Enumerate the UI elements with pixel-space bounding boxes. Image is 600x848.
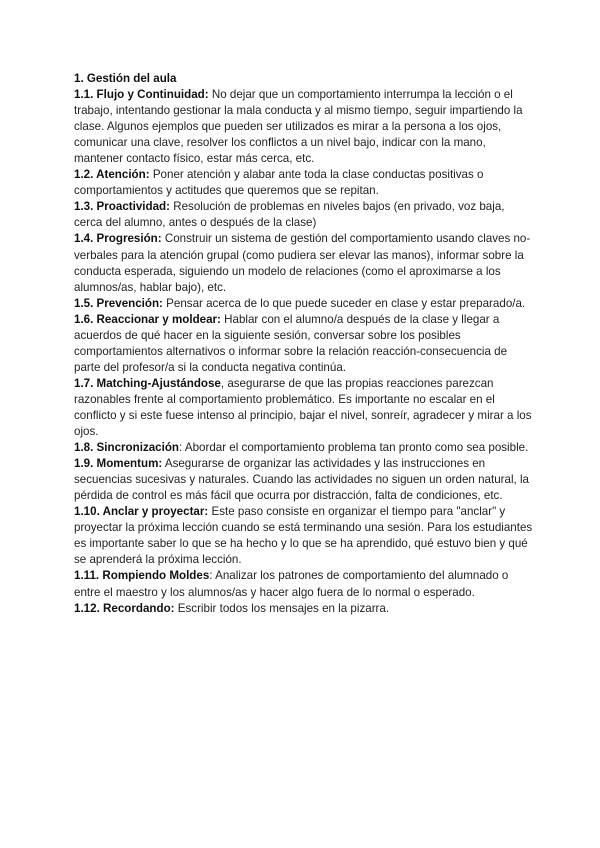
item-label: 1.4. Progresión:	[74, 232, 162, 246]
item-prevencion	[74, 296, 534, 312]
item-label: 1.9. Momentum:	[74, 457, 163, 471]
item-label: 1.7. Matching-Ajustándose	[74, 376, 221, 390]
item-label: 1.3. Proactividad:	[74, 200, 171, 214]
item-text: : Analizar los patrones de comportamiento del alumnado o entre el maestro y los alumnos/as y hacer algo fuera de lo normal o esperado.	[74, 569, 509, 599]
item-text: Escribir todos los mensajes en la pizarra.	[174, 601, 390, 615]
item-atencion	[74, 167, 534, 199]
item-sincronizacion	[74, 440, 534, 456]
item-matching-ajustandose	[74, 376, 534, 440]
item-label: 1.1. Flujo y Continuidad:	[74, 88, 209, 102]
item-text: Resolución de problemas en niveles bajos (en privado, voz baja, cerca del alumno, antes o después de la clase)	[74, 200, 505, 230]
item-text: Asegurarse de organizar las actividades y las instrucciones en secuencias sucesivas y naturales. Cuando las actividades no siguen un orden natural, la pérdida de control es más fácil que ocurra por distracción, falta de condiciones, etc.	[74, 457, 530, 503]
item-label: 1.12. Recordando:	[74, 601, 175, 615]
item-progresion	[74, 231, 534, 295]
item-text: No dejar que un comportamiento interrumpa la lección o el trabajo, intentando gestionar la mala conducta y al mismo tiempo, seguir impartiendo la clase. Algunos ejemplos que pueden ser utilizados es mirar a la persona a los ojos, comunicar una clave, resolver los conflictos a un nivel bajo, indicar con la mano, mantener contacto físico, estar más cerca, etc.	[74, 88, 523, 166]
item-text: Hablar con el alumno/a después de la clase y llegar a acuerdos de qué hacer en la siguiente sesión, conversar sobre los posibles comportamientos alternativos o informar sobre la relación reacción-consecuencia de parte del profesor/a si la conducta negativa continúa.	[74, 312, 508, 374]
item-label: 1.6. Reaccionar y moldear:	[74, 312, 221, 326]
item-label: 1.5. Prevención:	[74, 296, 163, 310]
document-page	[74, 71, 534, 617]
item-text: Poner atención y alabar ante toda la clase conductas positivas o comportamientos y actitudes que queremos que se repitan.	[74, 168, 484, 198]
item-momentum	[74, 456, 534, 504]
item-recordando	[74, 601, 534, 617]
item-text: Este paso consiste en organizar el tiempo para "anclar" y proyectar la próxima lección cuando se está terminando una sesión. Para los estudiantes es importante saber lo que se ha hecho y lo que se ha aprendido, qué estuvo bien y qué se aprenderá la próxima lección.	[74, 505, 533, 567]
item-rompiendo-moldes	[74, 568, 534, 600]
item-text: : Abordar el comportamiento problema tan pronto como sea posible.	[179, 441, 529, 455]
item-label: 1.2. Atención:	[74, 168, 150, 182]
item-reaccionar-moldear	[74, 312, 534, 376]
item-text: Pensar acerca de lo que puede suceder en clase y estar preparado/a.	[162, 296, 526, 310]
item-text: , asegurarse de que las propias reacciones parezcan razonables frente al comportamiento problemático. Es importante no escalar en el conflicto y si este fuese intenso al principio, bajar el nivel, sonreír, agradecer y mirar a los ojos.	[74, 376, 532, 439]
item-label: 1.10. Anclar y proyectar:	[74, 505, 209, 519]
item-label: 1.8. Sincronización	[74, 441, 180, 455]
item-proactividad	[74, 199, 534, 231]
item-anclar-proyectar	[74, 504, 534, 568]
item-flujo-continuidad	[74, 87, 534, 167]
item-label: 1.11. Rompiendo Moldes	[74, 569, 210, 583]
item-text: Construir un sistema de gestión del comportamiento usando claves no-verbales para la atención grupal (como pudiera ser elevar las manos), informar sobre la conducta esperada, siguiendo un modelo de relaciones (como el aproximarse a los alumnos/as, hablar bajo), etc.	[74, 232, 531, 294]
section-title: 1. Gestión del aula	[74, 72, 177, 85]
